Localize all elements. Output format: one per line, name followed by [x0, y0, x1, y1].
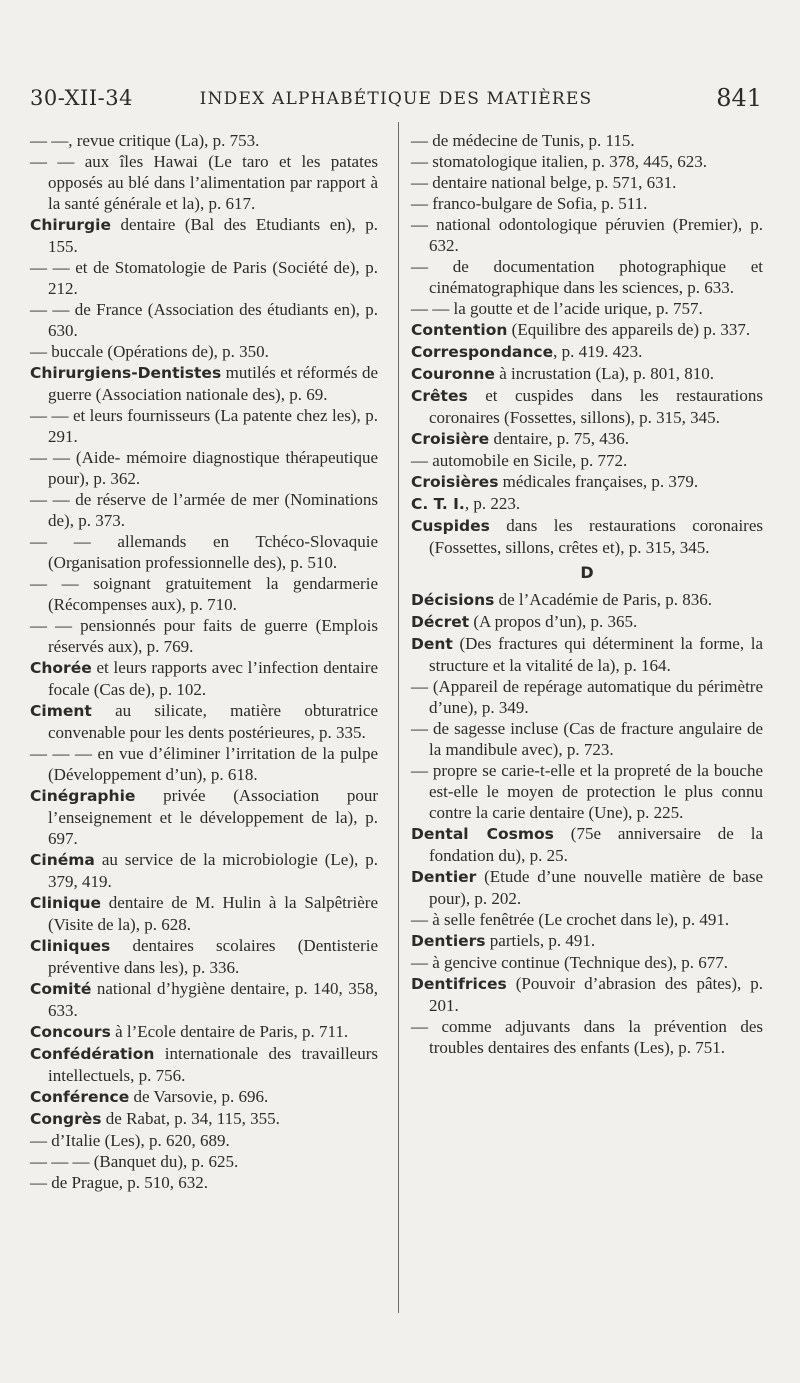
- index-entry: [30, 362, 378, 405]
- entry-text: — — et de Stomatologie de Paris (Société de), p. 212.: [30, 258, 378, 298]
- entry-text: — franco-bulgare de Sofia, p. 511.: [411, 194, 648, 213]
- index-entry: [30, 700, 378, 743]
- entry-keyword: Crêtes: [411, 387, 468, 405]
- entry-text: médicales françaises, p. 379.: [498, 472, 699, 491]
- entry-text: — — pensionnés pour faits de guerre (Emplois réservés aux), p. 769.: [30, 616, 378, 656]
- entry-keyword: Contention: [411, 321, 508, 339]
- right-column: [411, 130, 763, 1058]
- entry-keyword: Dentier: [411, 868, 477, 886]
- index-entry: [30, 657, 378, 700]
- index-entry: [30, 531, 378, 573]
- page-header: [30, 82, 762, 122]
- entry-text: — à gencive continue (Technique des), p. 677.: [411, 953, 728, 972]
- index-entry: [30, 341, 378, 362]
- entry-text: — national odontologique péruvien (Premier), p. 632.: [411, 215, 763, 255]
- index-entry: [411, 130, 763, 151]
- entry-text: — — soignant gratuitement la gendarmerie (Récompenses aux), p. 710.: [30, 574, 378, 614]
- entry-text: dentaire (Bal des Etudiants en), p. 155.: [48, 215, 378, 256]
- entry-keyword: Croisière: [411, 430, 490, 448]
- entry-text: dentaire, p. 75, 436.: [489, 429, 629, 448]
- entry-text: — — et leurs fournisseurs (La patente chez les), p. 291.: [30, 406, 378, 446]
- index-entry: [411, 718, 763, 760]
- index-entry: [411, 256, 763, 298]
- entry-text: — de Prague, p. 510, 632.: [30, 1173, 209, 1192]
- entry-text: au silicate, matière obturatrice convenable pour les dents postérieures, p. 335.: [48, 701, 378, 742]
- entry-text: — à selle fenêtrée (Le crochet dans le), p. 491.: [411, 910, 730, 929]
- index-entry: [411, 214, 763, 256]
- entry-text: , p. 223.: [464, 494, 521, 513]
- entry-text: et cuspides dans les restaurations coronaires (Fossettes, sillons), p. 315, 345.: [429, 386, 763, 427]
- index-entry: [411, 385, 763, 428]
- index-entry: [30, 892, 378, 935]
- index-entry: [30, 1021, 378, 1043]
- entry-text: — de documentation photographique et cinématographique dans les sciences, p. 633.: [411, 257, 763, 297]
- entry-text: — — (Aide- mémoire diagnostique thérapeutique pour), p. 362.: [30, 448, 378, 488]
- index-entry: [30, 151, 378, 214]
- index-entry: [411, 589, 763, 611]
- entry-keyword: Couronne: [411, 365, 495, 383]
- entry-keyword: Dent: [411, 635, 453, 653]
- index-entry: [30, 1172, 378, 1193]
- entry-text: — — — (Banquet du), p. 625.: [30, 1152, 239, 1171]
- index-entry: [411, 172, 763, 193]
- entry-keyword: Décret: [411, 613, 470, 631]
- index-entry: [411, 676, 763, 718]
- index-entry: [411, 193, 763, 214]
- entry-text: dentaires scolaires (Dentisterie préventive dans les), p. 336.: [48, 936, 378, 977]
- index-entry: [411, 471, 763, 493]
- entry-keyword: Dentifrices: [411, 975, 507, 993]
- entry-text: — — — en vue d’éliminer l’irritation de la pulpe (Développement d’un), p. 618.: [30, 744, 378, 784]
- index-entry: [30, 849, 378, 892]
- index-entry: [30, 743, 378, 785]
- entry-keyword: Clinique: [30, 894, 101, 912]
- index-entry: [30, 615, 378, 657]
- entry-text: de l’Académie de Paris, p. 836.: [494, 590, 712, 609]
- entry-text: — comme adjuvants dans la prévention des troubles dentaires des enfants (Les), p. 751.: [411, 1017, 763, 1057]
- entry-text: partiels, p. 491.: [485, 931, 596, 950]
- index-entry: [30, 978, 378, 1021]
- index-entry: [30, 1043, 378, 1086]
- index-entry: [411, 1016, 763, 1058]
- entry-keyword: Cinégraphie: [30, 787, 136, 805]
- header-date: 30-XII-34: [30, 86, 133, 110]
- index-entry: [411, 428, 763, 450]
- entry-keyword: Conférence: [30, 1088, 130, 1106]
- index-entry: [30, 935, 378, 978]
- entry-keyword: Cuspides: [411, 517, 490, 535]
- entry-text: dentaire de M. Hulin à la Salpêtrière (Visite de la), p. 628.: [48, 893, 378, 934]
- left-column: [30, 130, 378, 1193]
- entry-text: — automobile en Sicile, p. 772.: [411, 451, 628, 470]
- entry-keyword: Chirurgiens-Dentistes: [30, 364, 222, 382]
- index-entry: [411, 760, 763, 823]
- index-entry: [30, 130, 378, 151]
- index-entry: [411, 952, 763, 973]
- index-entry: [30, 573, 378, 615]
- entry-text: — — aux îles Hawai (Le taro et les patates opposés au blé dans l’alimentation par rapport à la santé générale et la), p. 617.: [30, 152, 378, 213]
- page-title: INDEX ALPHABÉTIQUE DES MATIÈRES: [199, 89, 593, 109]
- entry-keyword: Confédération: [30, 1045, 155, 1063]
- entry-text: (Equilibre des appareils de) p. 337.: [507, 320, 751, 339]
- index-entry: [411, 363, 763, 385]
- index-entry: [30, 1086, 378, 1108]
- index-entry: [30, 1108, 378, 1130]
- entry-text: — — de réserve de l’armée de mer (Nominations de), p. 373.: [30, 490, 378, 530]
- entry-keyword: Comité: [30, 980, 92, 998]
- entry-text: privée (Association pour l’enseignement et le développement de la), p. 697.: [48, 786, 378, 848]
- index-entry: [30, 447, 378, 489]
- entry-text: — — allemands en Tchéco-Slovaquie (Organisation professionnelle des), p. 510.: [30, 532, 378, 572]
- entry-text: — dentaire national belge, p. 571, 631.: [411, 173, 677, 192]
- index-entry: [411, 319, 763, 341]
- entry-keyword: Concours: [30, 1023, 111, 1041]
- index-entry: [411, 298, 763, 319]
- index-entry: [30, 1151, 378, 1172]
- index-entry: [411, 866, 763, 909]
- entry-keyword: Croisières: [411, 473, 499, 491]
- index-entry: [30, 405, 378, 447]
- entry-text: — de médecine de Tunis, p. 115.: [411, 131, 635, 150]
- column-divider: [398, 122, 399, 1313]
- index-entry: [411, 515, 763, 558]
- index-entry: [411, 909, 763, 930]
- entry-text: , p. 419. 423.: [553, 342, 643, 361]
- entry-keyword: Décisions: [411, 591, 495, 609]
- entry-keyword: Cinéma: [30, 851, 95, 869]
- entry-text: à incrustation (La), p. 801, 810.: [494, 364, 714, 383]
- index-entry: [30, 785, 378, 849]
- entry-text: (Des fractures qui déterminent la forme, la structure et la vitalité de la), p. 164.: [429, 634, 763, 675]
- entry-text: — — de France (Association des étudiants en), p. 630.: [30, 300, 378, 340]
- index-entry: [411, 151, 763, 172]
- entry-text: — propre se carie-t-elle et la propreté de la bouche est-elle le moyen de protection le plus connu contre la carie dentaire (Une), p. 225.: [411, 761, 763, 822]
- section-letter: D: [580, 563, 594, 582]
- entry-text: — (Appareil de repérage automatique du périmètre d’une), p. 349.: [411, 677, 763, 717]
- entry-keyword: Chirurgie: [30, 216, 111, 234]
- entry-text: national d’hygiène dentaire, p. 140, 358, 633.: [48, 979, 378, 1020]
- entry-text: (A propos d’un), p. 365.: [469, 612, 638, 631]
- index-entry: [411, 341, 763, 363]
- index-entry: [30, 299, 378, 341]
- entry-text: — —, revue critique (La), p. 753.: [30, 131, 260, 150]
- entry-keyword: Cliniques: [30, 937, 111, 955]
- index-entry: [411, 450, 763, 471]
- entry-keyword: Dentiers: [411, 932, 486, 950]
- index-entry: [411, 611, 763, 633]
- entry-keyword: Chorée: [30, 659, 92, 677]
- entry-keyword: C. T. I.: [411, 495, 465, 513]
- entry-text: — d’Italie (Les), p. 620, 689.: [30, 1131, 230, 1150]
- entry-text: au service de la microbiologie (Le), p. 379, 419.: [48, 850, 378, 891]
- index-entry: [411, 930, 763, 952]
- index-entry: [30, 1130, 378, 1151]
- entry-keyword: Dental Cosmos: [411, 825, 554, 843]
- index-entry: [30, 257, 378, 299]
- entry-text: — de sagesse incluse (Cas de fracture angulaire de la mandibule avec), p. 723.: [411, 719, 763, 759]
- entry-text: — buccale (Opérations de), p. 350.: [30, 342, 269, 361]
- entry-text: dans les restaurations coronaires (Fossettes, sillons, crêtes et), p. 315, 345.: [429, 516, 763, 557]
- index-entry: [411, 493, 763, 515]
- index-entry: [411, 823, 763, 866]
- entry-text: de Varsovie, p. 696.: [129, 1087, 269, 1106]
- page-number: 841: [716, 84, 762, 112]
- entry-text: de Rabat, p. 34, 115, 355.: [101, 1109, 280, 1128]
- entry-text: (75e anniversaire de la fondation du), p. 25.: [429, 824, 763, 865]
- entry-text: — stomatologique italien, p. 378, 445, 623.: [411, 152, 708, 171]
- entry-text: mutilés et réformés de guerre (Association nationale des), p. 69.: [48, 363, 378, 404]
- index-entry: [411, 973, 763, 1016]
- entry-keyword: Congrès: [30, 1110, 102, 1128]
- entry-text: internationale des travailleurs intellectuels, p. 756.: [48, 1044, 378, 1085]
- entry-text: — — la goutte et de l’acide urique, p. 757.: [411, 299, 703, 318]
- index-entry: [411, 633, 763, 676]
- entry-text: et leurs rapports avec l’infection dentaire focale (Cas de), p. 102.: [48, 658, 378, 699]
- entry-text: à l’Ecole dentaire de Paris, p. 711.: [110, 1022, 349, 1041]
- index-entry: [30, 214, 378, 257]
- entry-keyword: Correspondance: [411, 343, 554, 361]
- index-entry: [30, 489, 378, 531]
- entry-text: (Pouvoir d’abrasion des pâtes), p. 201.: [429, 974, 763, 1015]
- entry-keyword: Ciment: [30, 702, 92, 720]
- entry-text: (Etude d’une nouvelle matière de base pour), p. 202.: [429, 867, 763, 908]
